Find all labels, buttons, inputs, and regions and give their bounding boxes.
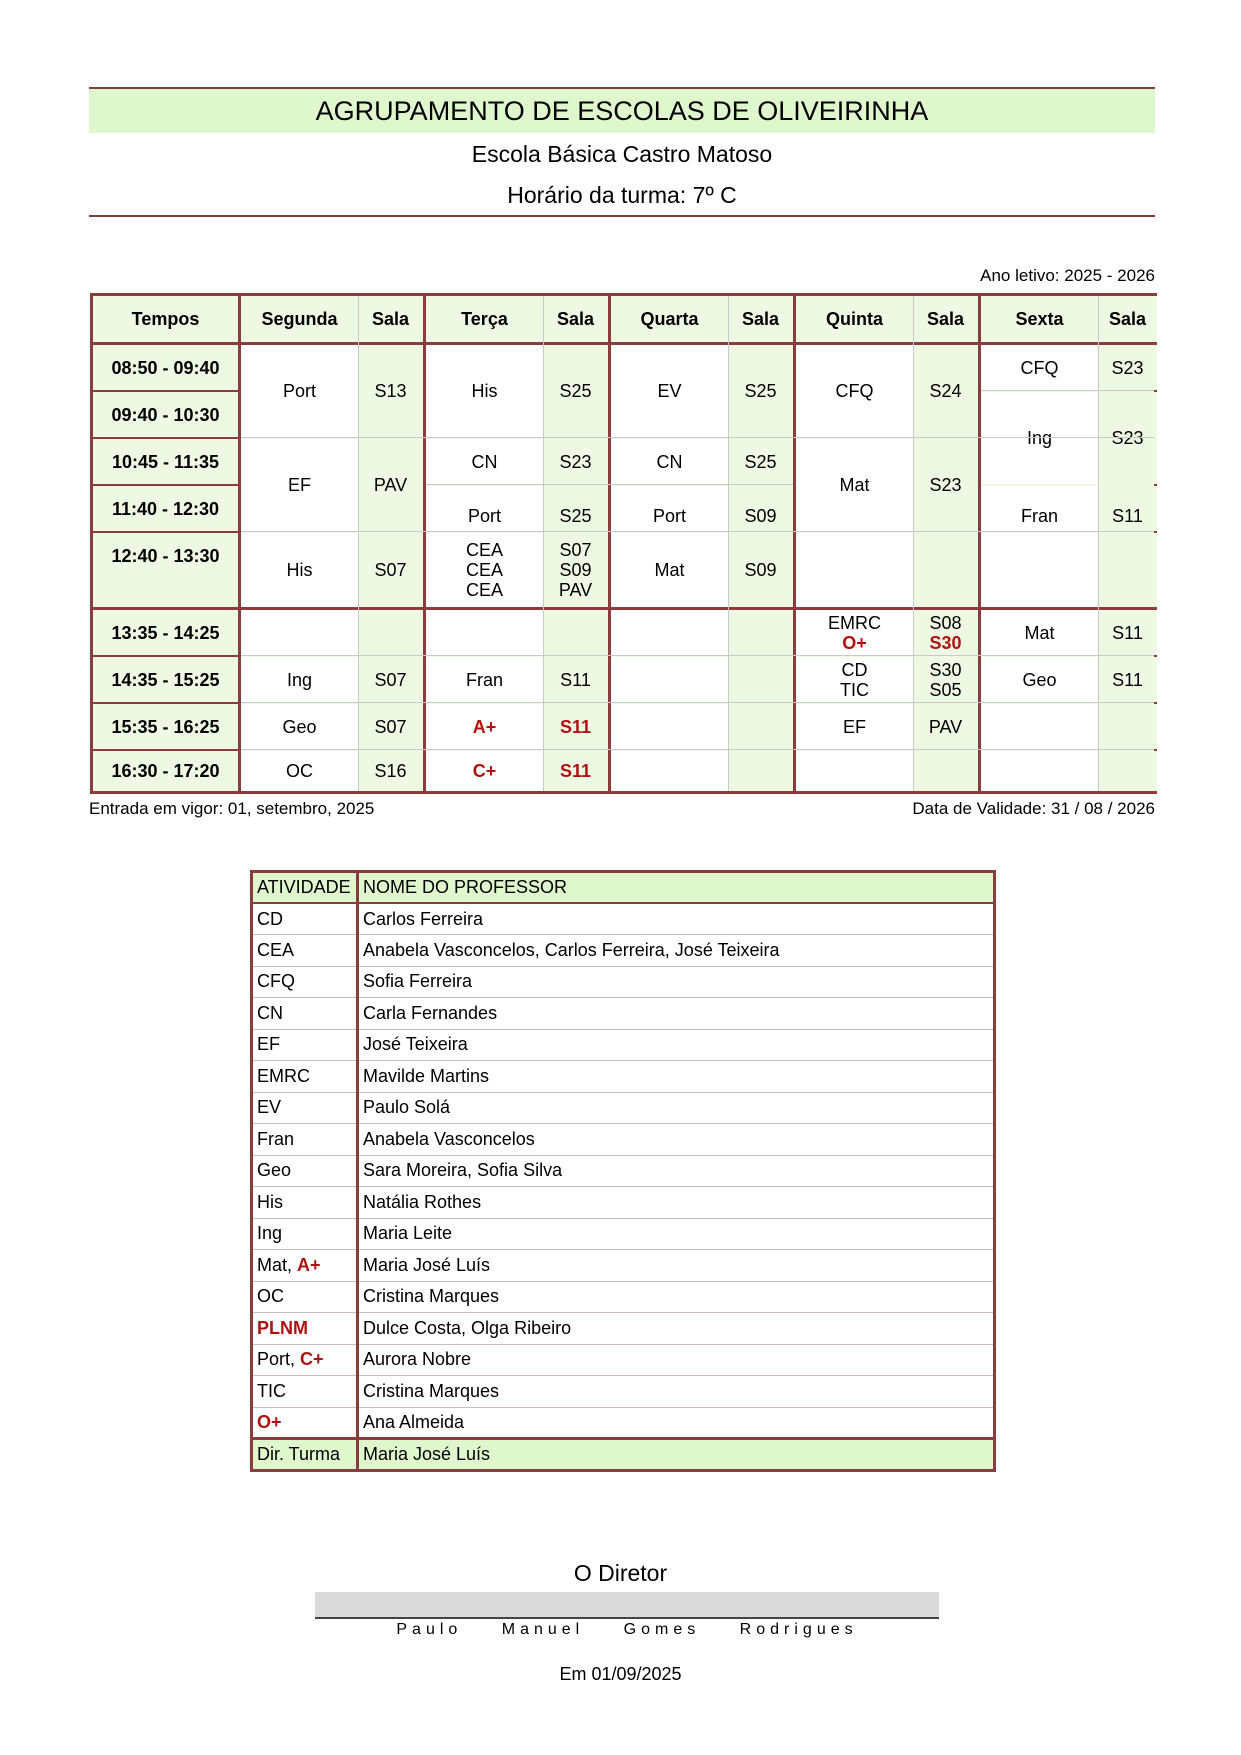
grid-line [793, 296, 796, 791]
lesson: EF [241, 439, 358, 531]
header-terca: Terça [426, 296, 543, 342]
teacher-row [252, 966, 995, 998]
empty-lesson [611, 751, 728, 791]
teacher-row [252, 1281, 995, 1313]
activity-cell [252, 1092, 358, 1124]
lesson: Fran [981, 486, 1098, 531]
activity-code-highlight: O+ [257, 1411, 282, 1432]
room: S13 [358, 345, 423, 437]
school-name: Escola Básica Castro Matoso [471, 141, 773, 167]
room: S11 [543, 657, 608, 702]
activity-cell [252, 1061, 358, 1093]
time-slot: 13:35 - 14:25 [93, 610, 238, 655]
teacher-row [252, 1029, 995, 1061]
room-highlight: S11 [543, 751, 608, 791]
teacher-row [252, 1407, 995, 1439]
teacher-name: Sofia Ferreira [358, 966, 995, 998]
empty-lesson [796, 751, 913, 791]
empty-lesson [981, 704, 1098, 749]
time-slot: 14:35 - 15:25 [93, 657, 238, 702]
activity-cell [252, 1187, 358, 1219]
empty-lesson [611, 657, 728, 702]
room: S08 [929, 612, 962, 633]
class-director-label: Dir. Turma [252, 1439, 358, 1471]
activity-code: EF [257, 1034, 281, 1055]
grid-line [241, 749, 1154, 750]
teacher-name: José Teixeira [358, 1029, 995, 1061]
school-group-title: AGRUPAMENTO DE ESCOLAS DE OLIVEIRINHA [89, 89, 1155, 133]
activity-code: CFQ [257, 971, 295, 992]
director-title: O Diretor [573, 1560, 668, 1586]
lesson: CEA [465, 580, 503, 600]
header-quinta: Quinta [796, 296, 913, 342]
teacher-row [252, 1376, 995, 1408]
class-title: Horário da turma: 7º C [507, 182, 737, 208]
lesson: Ing [241, 657, 358, 702]
room: S07 [358, 704, 423, 749]
teacher-header: NOME DO PROFESSOR [358, 872, 995, 904]
lesson: CN [426, 439, 543, 484]
teacher-name: Natália Rothes [358, 1187, 995, 1219]
lesson-highlight: C+ [426, 751, 543, 791]
room-highlight: S11 [543, 704, 608, 749]
lesson-highlight: A+ [426, 704, 543, 749]
activity-code: Fran [257, 1128, 295, 1149]
lesson: Port [426, 486, 543, 531]
director-name: Paulo Manuel Gomes Rodrigues [396, 1621, 858, 1638]
teacher-row [252, 903, 995, 935]
activity-header: ATIVIDADE [252, 872, 358, 904]
lesson: EF [796, 704, 913, 749]
lesson: Port [241, 345, 358, 437]
grid-line [1098, 296, 1099, 791]
teacher-row [252, 1313, 995, 1345]
empty-lesson [426, 610, 543, 655]
time-slot: 16:30 - 17:20 [93, 751, 238, 791]
teacher-row [252, 935, 995, 967]
activity-code: Port, [257, 1349, 301, 1370]
lesson: CN [611, 439, 728, 484]
room-highlight: S30 [929, 632, 962, 653]
time-slot: 08:50 - 09:40 [93, 345, 238, 390]
lesson-group [426, 533, 543, 607]
activity-code: CEA [257, 939, 295, 960]
empty-room [358, 610, 423, 655]
lesson: His [241, 533, 358, 607]
room: S25 [543, 486, 608, 531]
grid-line [426, 484, 793, 485]
grid-line [978, 296, 981, 791]
activity-code: His [257, 1191, 283, 1212]
empty-lesson [981, 533, 1098, 607]
lesson: Geo [981, 657, 1098, 702]
teacher-row [252, 1187, 995, 1219]
grid-line [241, 655, 1154, 656]
lesson: OC [241, 751, 358, 791]
header-quarta: Quarta [611, 296, 728, 342]
room-group [913, 657, 978, 702]
empty-room [543, 610, 608, 655]
header-sala: Sala [1098, 296, 1157, 342]
teacher-row [252, 1218, 995, 1250]
teacher-name: Cristina Marques [358, 1281, 995, 1313]
room: S11 [1098, 486, 1157, 531]
activity-code: TIC [257, 1380, 286, 1401]
activity-cell [252, 1407, 358, 1439]
teacher-row [252, 998, 995, 1030]
teacher-name: Ana Almeida [358, 1407, 995, 1439]
room-group [913, 610, 978, 655]
lesson: Mat [981, 610, 1098, 655]
room: S23 [1098, 345, 1157, 390]
teacher-name: Cristina Marques [358, 1376, 995, 1408]
empty-room [913, 751, 978, 791]
lesson: Ing [981, 392, 1098, 484]
activity-code-highlight: PLNM [257, 1317, 308, 1338]
activity-cell [252, 998, 358, 1030]
grid-line [93, 484, 238, 486]
time-slot: 09:40 - 10:30 [93, 392, 238, 437]
activity-cell [252, 1313, 358, 1345]
activity-cell [252, 1250, 358, 1282]
lesson: CD [841, 659, 868, 680]
activity-code: OC [257, 1286, 284, 1307]
lesson: CFQ [981, 345, 1098, 390]
empty-lesson [796, 533, 913, 607]
room: S25 [543, 345, 608, 437]
header-sala: Sala [728, 296, 793, 342]
room: S23 [1098, 392, 1157, 484]
teacher-row [252, 1250, 995, 1282]
signature-field [315, 1592, 939, 1619]
activity-cell [252, 1344, 358, 1376]
activity-cell [252, 1376, 358, 1408]
grid-line [981, 390, 1154, 391]
teacher-row [252, 1124, 995, 1156]
room-group [543, 533, 608, 607]
grid-line [241, 702, 1154, 703]
room: S16 [358, 751, 423, 791]
teacher-name: Carla Fernandes [358, 998, 995, 1030]
header-tempos: Tempos [93, 296, 238, 342]
lesson: CEA [465, 540, 503, 560]
teacher-row [252, 1155, 995, 1187]
header-bottom-rule [89, 215, 1155, 217]
empty-room [728, 751, 793, 791]
empty-lesson [611, 610, 728, 655]
teachers-table [250, 870, 996, 1472]
grid-line [358, 296, 359, 791]
school-year: Ano letivo: 2025 - 2026 [980, 266, 1155, 285]
activity-cell [252, 1029, 358, 1061]
activity-code: EMRC [257, 1065, 310, 1086]
activity-cell [252, 1155, 358, 1187]
activity-code: Ing [257, 1223, 283, 1244]
time-slot: 10:45 - 11:35 [93, 439, 238, 484]
grid-line [423, 296, 426, 791]
header-sala: Sala [913, 296, 978, 342]
room: S30 [929, 659, 962, 680]
empty-room [1098, 751, 1157, 791]
room: PAV [558, 580, 593, 600]
activity-cell [252, 935, 358, 967]
lesson-group [796, 610, 913, 655]
lesson: EMRC [828, 612, 881, 633]
activity-cell [252, 1124, 358, 1156]
empty-room [1098, 704, 1157, 749]
timetable [90, 293, 1157, 794]
header-segunda: Segunda [241, 296, 358, 342]
room: S25 [728, 345, 793, 437]
teacher-name: Maria Leite [358, 1218, 995, 1250]
room: S09 [728, 533, 793, 607]
empty-lesson [241, 610, 358, 655]
empty-room [1098, 533, 1157, 607]
time-slot: 11:40 - 12:30 [93, 486, 238, 531]
grid-line [93, 749, 238, 751]
room: S11 [1098, 610, 1157, 655]
signature-date: Em 01/09/2025 [559, 1664, 682, 1684]
teacher-name: Sara Moreira, Sofia Silva [358, 1155, 995, 1187]
effective-date: Entrada em vigor: 01, setembro, 2025 [89, 799, 375, 818]
activity-code: CD [257, 908, 283, 929]
room: S24 [913, 345, 978, 437]
lesson: Geo [241, 704, 358, 749]
teacher-row [252, 1344, 995, 1376]
grid-line [728, 296, 729, 791]
grid-line [608, 296, 611, 791]
room: S07 [358, 657, 423, 702]
activity-cell [252, 1218, 358, 1250]
room: S09 [559, 560, 592, 580]
header-sala: Sala [358, 296, 423, 342]
teacher-name: Mavilde Martins [358, 1061, 995, 1093]
room: S07 [559, 540, 592, 560]
grid-line [93, 390, 238, 392]
grid-line [913, 296, 914, 791]
lesson-group [796, 657, 913, 702]
lesson: TIC [840, 679, 869, 700]
lesson: Fran [426, 657, 543, 702]
teacher-row [252, 1061, 995, 1093]
room: S23 [543, 439, 608, 484]
room: PAV [358, 439, 423, 531]
activity-code: Geo [257, 1160, 292, 1181]
teacher-name: Paulo Solá [358, 1092, 995, 1124]
grid-line [93, 607, 1154, 610]
empty-room [728, 704, 793, 749]
activity-cell [252, 1281, 358, 1313]
header-sala: Sala [543, 296, 608, 342]
teachers-header-row [252, 872, 995, 904]
room: S11 [1098, 657, 1157, 702]
teacher-name: Anabela Vasconcelos, Carlos Ferreira, José Teixeira [358, 935, 995, 967]
document-header [89, 87, 1155, 217]
room: S23 [913, 439, 978, 531]
grid-line [93, 531, 238, 533]
activity-code: EV [257, 1097, 282, 1118]
lesson: CEA [465, 560, 503, 580]
grid-line [93, 702, 238, 704]
activity-cell [252, 903, 358, 935]
lesson: Port [611, 486, 728, 531]
lesson: EV [611, 345, 728, 437]
room: PAV [913, 704, 978, 749]
activity-code-highlight: C+ [300, 1349, 324, 1370]
room: S05 [929, 679, 962, 700]
teacher-row [252, 1092, 995, 1124]
empty-room [913, 533, 978, 607]
class-director-row [252, 1439, 995, 1471]
teacher-name: Maria José Luís [358, 1250, 995, 1282]
time-slot: 15:35 - 16:25 [93, 704, 238, 749]
grid-line [238, 296, 241, 791]
grid-line [241, 437, 1154, 438]
lesson: Mat [796, 439, 913, 531]
grid-line [93, 437, 238, 439]
activity-code-highlight: A+ [297, 1254, 321, 1275]
empty-lesson [981, 751, 1098, 791]
lesson-highlight: O+ [842, 632, 867, 653]
grid-line [93, 655, 238, 657]
teacher-name: Anabela Vasconcelos [358, 1124, 995, 1156]
empty-lesson [611, 704, 728, 749]
grid-line [93, 342, 1154, 345]
lesson: Mat [611, 533, 728, 607]
grid-line [543, 296, 544, 791]
empty-room [728, 657, 793, 702]
room: S25 [728, 439, 793, 484]
validity-date: Data de Validade: 31 / 08 / 2026 [912, 799, 1155, 818]
header-sexta: Sexta [981, 296, 1098, 342]
room: S07 [358, 533, 423, 607]
lesson: His [426, 345, 543, 437]
teacher-name: Carlos Ferreira [358, 903, 995, 935]
time-slot: 12:40 - 13:30 [93, 533, 238, 578]
grid-line [241, 531, 1154, 532]
activity-code: CN [257, 1002, 283, 1023]
teacher-name: Dulce Costa, Olga Ribeiro [358, 1313, 995, 1345]
activity-code: Mat, [257, 1254, 298, 1275]
empty-room [728, 610, 793, 655]
class-director-name: Maria José Luís [358, 1439, 995, 1471]
lesson: CFQ [796, 345, 913, 437]
teacher-name: Aurora Nobre [358, 1344, 995, 1376]
room: S09 [728, 486, 793, 531]
activity-cell [252, 966, 358, 998]
